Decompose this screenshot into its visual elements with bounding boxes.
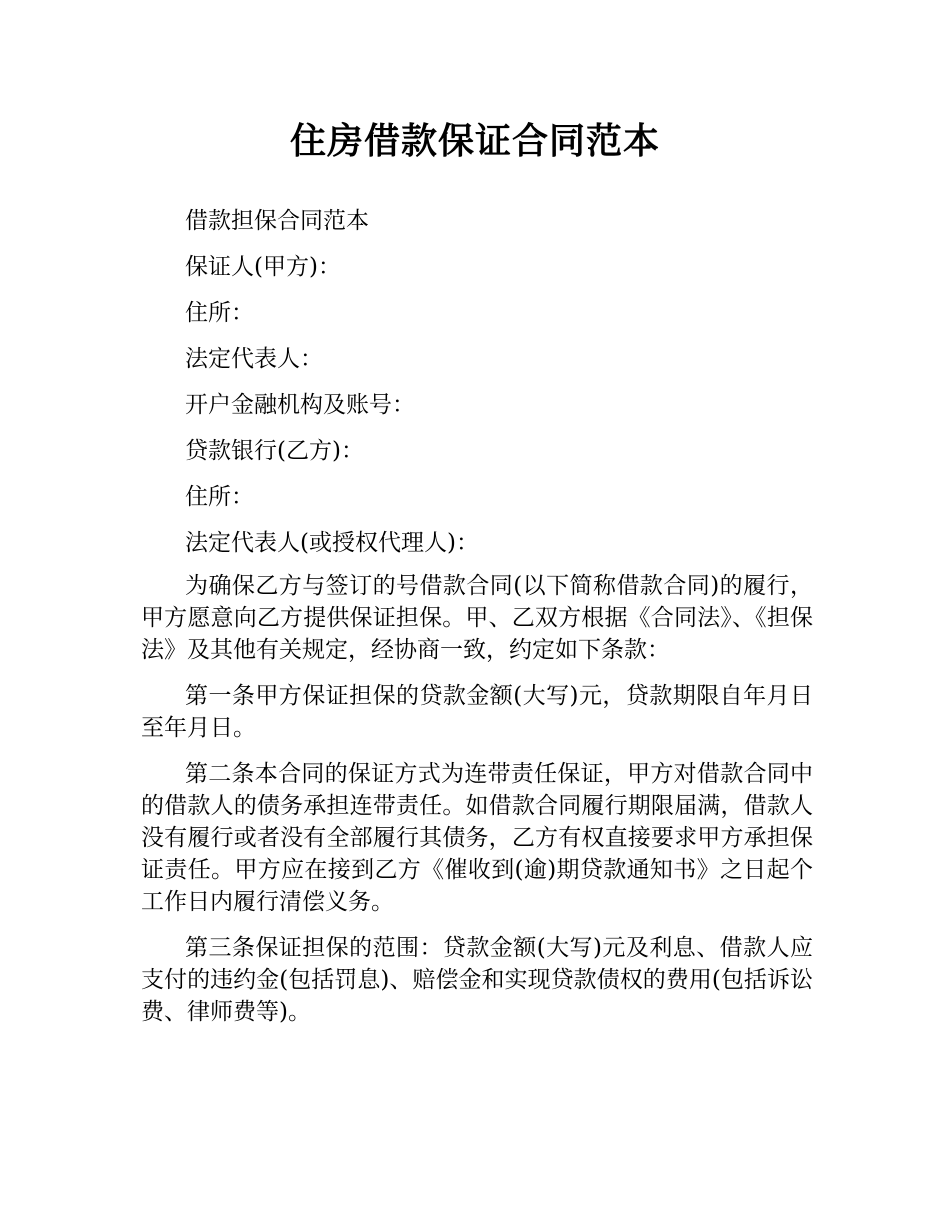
header-line-lender-bank: 贷款银行(乙方)： [185,438,364,464]
header-line-guarantor-address: 住所： [185,300,254,326]
paragraph-article-2: 第二条本合同的保证方式为连带责任保证，甲方对借款合同中的借款人的债务承担连带责任。如借款合同履行期限届满，借款人没有履行或者没有全部履行其债务，乙方有权直接要求甲方承担保证责任。甲方应在接到乙方《催收到(逾)期贷款通知书》之日起个工作日内履行清偿义务。 [141,761,813,915]
header-line-guarantor: 保证人(甲方)： [185,254,341,280]
header-line-lender-legal-rep: 法定代表人(或授权代理人)： [185,530,479,556]
paragraph-article-3: 第三条保证担保的范围：贷款金额(大写)元及利息、借款人应支付的违约金(包括罚息)、赔偿金和实现贷款债权的费用(包括诉讼费、律师费等)。 [141,935,813,1025]
header-line-guarantor-legal-rep: 法定代表人： [185,346,323,372]
document-body [141,198,813,1042]
header-line-lender-address: 住所： [185,484,254,510]
header-line-bank-account: 开户金融机构及账号： [185,392,415,418]
header-line-contract-name: 借款担保合同范本 [185,208,369,234]
paragraph-article-1: 第一条甲方保证担保的贷款金额(大写)元，贷款期限自年月日至年月日。 [141,683,813,741]
paragraph-preamble: 为确保乙方与签订的号借款合同(以下简称借款合同)的履行，甲方愿意向乙方提供保证担保。甲、乙双方根据《合同法》、《担保法》及其他有关规定，经协商一致，约定如下条款： [141,573,813,663]
document-title: 住房借款保证合同范本 [289,121,660,162]
